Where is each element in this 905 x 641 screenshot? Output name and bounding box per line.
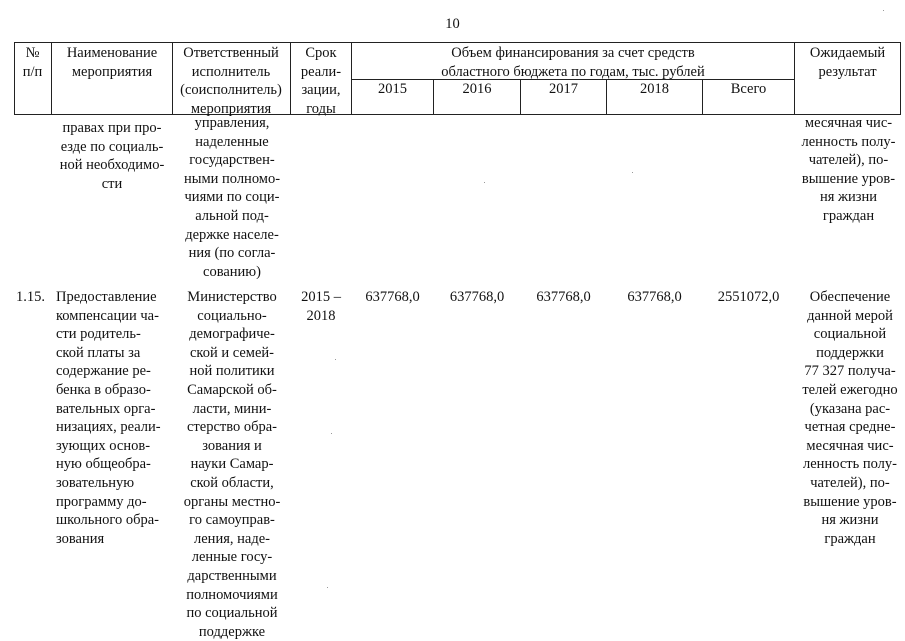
header-year-2015: 2015 bbox=[378, 81, 407, 97]
row-115-executor: Министерство социально- демографиче- ской и семей- ной политики Самарской об- ласти, мини- стерство обра- зования и науки Самар- ской области, органы местно- го самоуправ- ления, наде- ленные госу- дарственными полномочиями по социальной поддержке bbox=[183, 289, 281, 640]
col-border-right bbox=[900, 42, 901, 114]
continuation-result: месячная чис- ленность полу- чателей), по- вышение уров- ня жизни граждан bbox=[801, 115, 896, 224]
header-financing: Объем финансирования за счет средств областного бюджета по годам, тыс. рублей bbox=[441, 45, 705, 80]
row-115-value-total: 2551072,0 bbox=[717, 289, 780, 305]
header-year-2017: 2017 bbox=[549, 81, 578, 97]
header-total: Всего bbox=[730, 81, 767, 97]
header-bottom-border bbox=[14, 114, 901, 115]
row-115-value-2015: 637768,0 bbox=[365, 289, 420, 305]
scan-speck bbox=[484, 182, 485, 183]
scan-speck bbox=[632, 172, 633, 173]
header-year-2018: 2018 bbox=[640, 81, 669, 97]
header-term: Срок реали- зации, годы bbox=[300, 45, 342, 117]
header-num: № п/п bbox=[22, 45, 43, 80]
row-115-term: 2015 – 2018 bbox=[301, 289, 341, 324]
row-115-num: 1.15. bbox=[16, 289, 45, 305]
header-result: Ожидаемый результат bbox=[809, 45, 886, 80]
row-115-value-2018: 637768,0 bbox=[627, 289, 682, 305]
header-year-2016: 2016 bbox=[462, 81, 492, 97]
row-115-name: Предоставление компенсации ча- сти родитель- ской платы за содержание ре- бенка в образо- вательных орга- низациях, реали- зующих основ- ную общеобра- зовательную программу до- школьного обра- зования bbox=[56, 289, 161, 547]
scan-speck bbox=[327, 587, 328, 588]
header-executor: Ответственный исполнитель (соисполнитель) мероприятия bbox=[180, 45, 282, 117]
scan-speck bbox=[335, 359, 336, 360]
page-number: 10 bbox=[445, 16, 460, 32]
scan-speck bbox=[883, 10, 884, 11]
scan-speck bbox=[331, 433, 332, 434]
header-top-border bbox=[14, 42, 901, 43]
continuation-name: правах при про- езде по социаль- ной необходимо- сти bbox=[59, 120, 165, 192]
continuation-executor: управления, наделенные государствен- ными полномо- чиями по соци- альной под- держке населе- ния (по согла- сованию) bbox=[183, 115, 281, 280]
row-115-result: Обеспечение данной мерой социальной поддержки 77 327 получа- телей ежегодно (указана рас- четная средне- месячная чис- ленность полу- чателей), по- вышение уров- ня жизни граждан bbox=[802, 289, 898, 547]
row-115-value-2016: 637768,0 bbox=[449, 289, 505, 305]
row-115-value-2017: 637768,0 bbox=[536, 289, 591, 305]
header-name: Наименование мероприятия bbox=[66, 45, 158, 80]
